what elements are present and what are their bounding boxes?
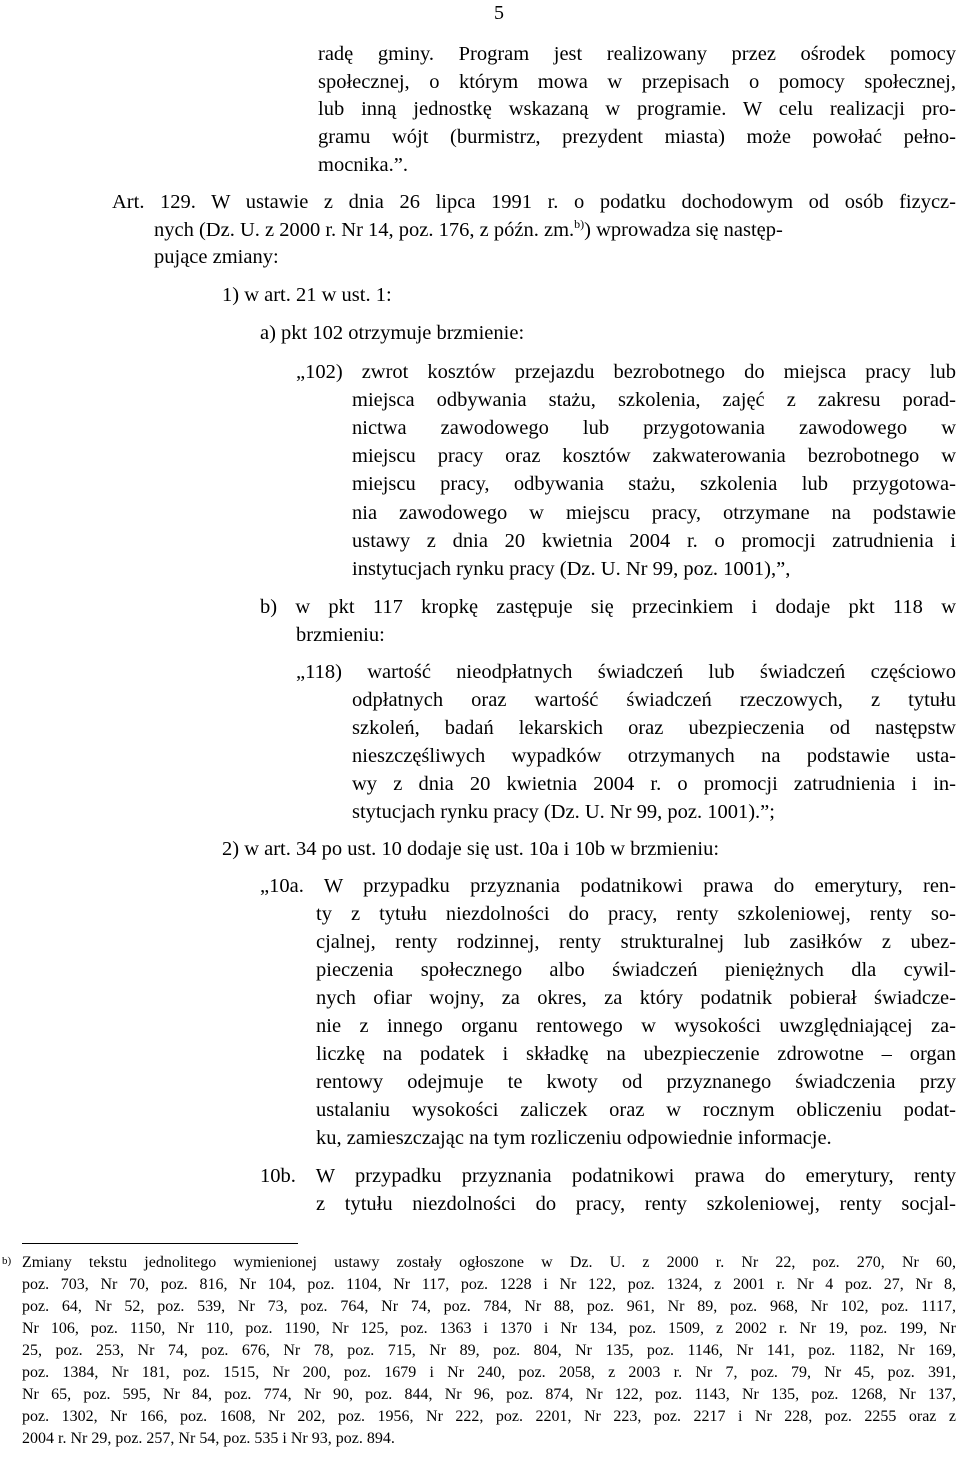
quoted-line: nych ofiar wojny, za okres, za który podatnik pobierał świadcze- <box>316 987 956 1009</box>
quoted-line: „10a. W przypadku przyznania podatnikowi prawa do emerytury, ren- <box>260 875 956 897</box>
body-line: lub inną jednostkę wskazaną w programie. W celu realizacji pro- <box>318 98 956 120</box>
list-subitem: brzmieniu: <box>296 624 385 646</box>
list-item: 2) w art. 34 po ust. 10 dodaje się ust. 10a i 10b w brzmieniu: <box>222 838 720 860</box>
quoted-line: nie z innego organu rentowego w wysokości uwzględniającej za- <box>316 1015 956 1037</box>
quoted-line: z tytułu niezdolności do pracy, renty szkoleniowej, renty socjal- <box>316 1193 956 1215</box>
quoted-line: cjalnej, renty rodzinnej, renty strukturalnej lub zasiłków z ubez- <box>316 931 956 953</box>
footnote-line: 25, poz. 253, Nr 74, poz. 676, Nr 78, poz. 715, Nr 89, poz. 804, Nr 135, poz. 1146, Nr 141, poz. 1182, Nr 169, <box>22 1342 956 1359</box>
list-subitem: a) pkt 102 otrzymuje brzmienie: <box>260 322 525 344</box>
quoted-line: nieszczęśliwych wypadków otrzymanych na podstawie usta- <box>352 745 956 767</box>
quoted-line: ty z tytułu niezdolności do pracy, renty szkoleniowej, renty so- <box>316 903 956 925</box>
quoted-line: wy z dnia 20 kwietnia 2004 r. o promocji zatrudnienia i in- <box>352 773 956 795</box>
body-line: mocnika.”. <box>318 154 408 176</box>
footnote-rule <box>22 1243 298 1244</box>
quoted-line: rentowy odejmuje te kwoty od przyznanego świadczenia przy <box>316 1071 956 1093</box>
list-item: 1) w art. 21 w ust. 1: <box>222 284 392 306</box>
article-heading-line: Art. 129. W ustawie z dnia 26 lipca 1991 r. o podatku dochodowym od osób fizycz- <box>112 191 956 213</box>
footnote-line: Nr 106, poz. 1150, Nr 110, poz. 1190, Nr 125, poz. 1363 i 1370 i Nr 134, poz. 1509, z 2002 r. Nr 19, poz. 199, Nr <box>22 1320 956 1337</box>
footnote-line: poz. 64, Nr 52, poz. 539, Nr 73, poz. 764, Nr 74, poz. 784, Nr 88, poz. 961, Nr 89, poz. 968, Nr 102, poz. 1117, <box>22 1298 956 1315</box>
list-subitem: b) w pkt 117 kropkę zastępuje się przecinkiem i dodaje pkt 118 w <box>260 596 956 618</box>
quoted-line: miejscu pracy oraz kosztów zakwaterowania bezrobotnego w <box>352 445 956 467</box>
footnote-line: poz. 703, Nr 70, poz. 816, Nr 104, poz. 1104, Nr 117, poz. 1228 i Nr 122, poz. 1324, z 2001 r. Nr 4 poz. 27, Nr 8, <box>22 1276 956 1293</box>
quoted-line: nia zawodowego w miejscu pracy, otrzymane na podstawie <box>352 502 956 524</box>
footnote-line: 2004 r. Nr 29, poz. 257, Nr 54, poz. 535 i Nr 93, poz. 894. <box>22 1430 395 1447</box>
quoted-line: miejsca odbywania stażu, szkolenia, zajęć z zakresu porad- <box>352 389 956 411</box>
quoted-line: szkoleń, badań lekarskich oraz ubezpieczenia od następstw <box>352 717 956 739</box>
body-line: radę gminy. Program jest realizowany przez ośrodek pomocy <box>318 43 956 65</box>
body-line: społecznej, o którym mowa w przepisach o pomocy społecznej, <box>318 71 956 93</box>
footnote-line: Zmiany tekstu jednolitego wymienionej ustawy zostały ogłoszone w Dz. U. z 2000 r. Nr 22, poz. 270, Nr 60, <box>22 1254 956 1271</box>
quoted-line: stytucjach rynku pracy (Dz. U. Nr 99, poz. 1001).”; <box>352 801 775 823</box>
quoted-line: instytucjach rynku pracy (Dz. U. Nr 99, poz. 1001),”, <box>352 558 791 580</box>
quoted-line: nictwa zawodowego lub przygotowania zawodowego w <box>352 417 956 439</box>
quoted-line: pieczenia społecznego albo świadczeń pieniężnych dla cywil- <box>316 959 956 981</box>
footnote-ref: b) <box>574 217 585 232</box>
footnote-line: poz. 1384, Nr 181, poz. 1515, Nr 200, poz. 1679 i Nr 240, poz. 2058, z 2003 r. Nr 7, poz. 79, Nr 45, poz. 391, <box>22 1364 956 1381</box>
article-line: pujące zmiany: <box>154 246 279 268</box>
quoted-line: „102) zwrot kosztów przejazdu bezrobotnego do miejsca pracy lub <box>296 361 956 383</box>
page-number: 5 <box>494 2 504 24</box>
quoted-line: „118) wartość nieodpłatnych świadczeń lub świadczeń częściowo <box>296 661 956 683</box>
quoted-line: ustawy z dnia 20 kwietnia 2004 r. o promocji zatrudnienia i <box>352 530 956 552</box>
quoted-line: liczkę na podatek i składkę na ubezpieczenie zdrowotne – organ <box>316 1043 956 1065</box>
footnote-mark: b) <box>2 1255 12 1267</box>
footnote-line: poz. 1302, Nr 166, poz. 1608, Nr 202, poz. 1956, Nr 222, poz. 2201, Nr 223, poz. 2217 i Nr 228, poz. 2255 oraz z <box>22 1408 956 1425</box>
quoted-line: ku, zamieszczając na tym rozliczeniu odpowiednie informacje. <box>316 1127 832 1149</box>
quoted-line: miejscu pracy, odbywania stażu, szkolenia lub przygotowa- <box>352 473 956 495</box>
article-line: nych (Dz. U. z 2000 r. Nr 14, poz. 176, z późn. zm.$^{b)}$) wprowadza się następ- <box>154 217 783 241</box>
body-line: gramu wójt (burmistrz, prezydent miasta) może powołać pełno- <box>318 126 956 148</box>
quoted-line: odpłatnych oraz wartość świadczeń rzeczowych, z tytułu <box>352 689 956 711</box>
footnote-line: Nr 65, poz. 595, Nr 84, poz. 774, Nr 90, poz. 844, Nr 96, poz. 874, Nr 122, poz. 1143, Nr 135, poz. 1268, Nr 137, <box>22 1386 956 1403</box>
quoted-line: ustalaniu wysokości zaliczek oraz w rocznym obliczeniu podat- <box>316 1099 956 1121</box>
quoted-line: 10b. W przypadku przyznania podatnikowi prawa do emerytury, renty <box>260 1165 956 1187</box>
